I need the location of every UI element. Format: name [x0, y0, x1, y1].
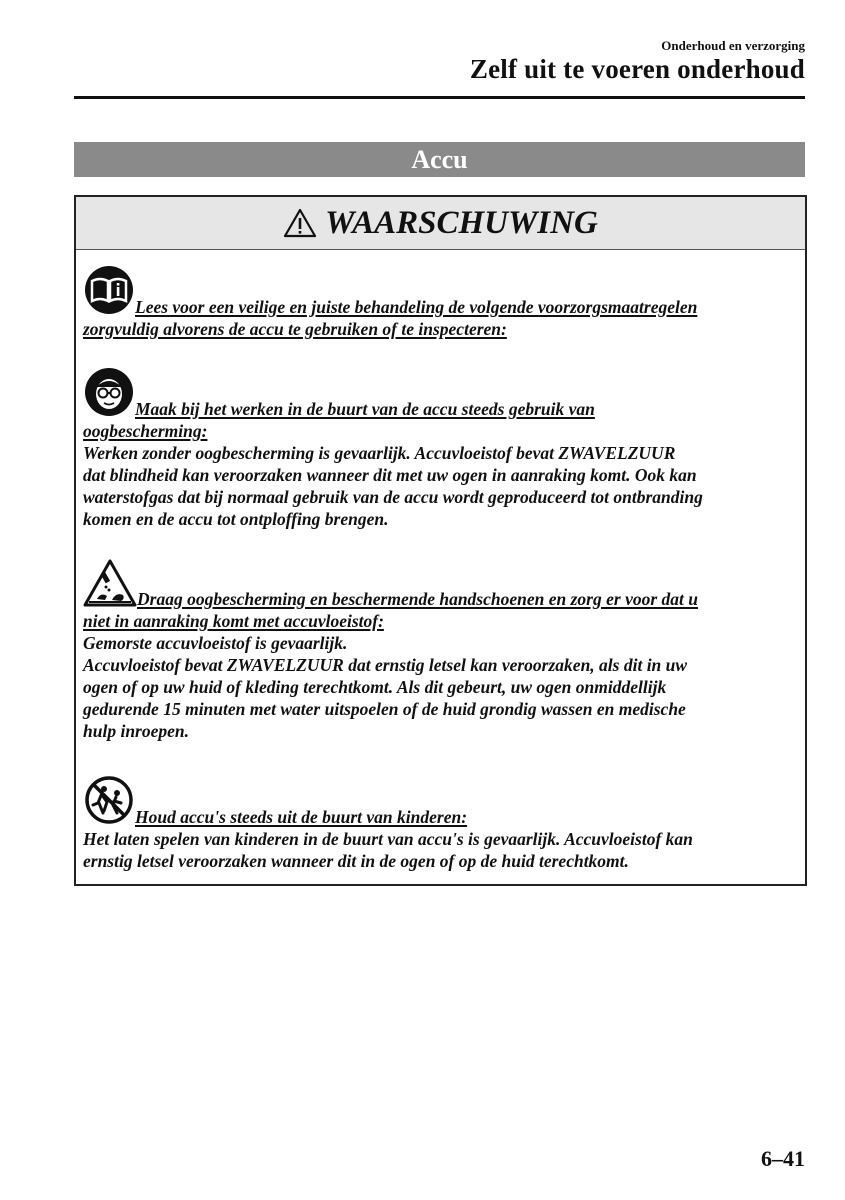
read-manual-icon — [83, 265, 135, 315]
item-heading-line: niet in aanraking komt met accuvloeistof: — [83, 611, 384, 631]
item-heading-line: Lees voor een veilige en juiste behandeling de volgende voorzorgsmaatregelen — [135, 297, 698, 317]
item-body-line: komen en de accu tot ontploffing brengen. — [83, 509, 389, 529]
item-heading-line: oogbescherming: — [83, 421, 208, 441]
eye-protection-icon — [83, 367, 135, 417]
section-label: Onderhoud en verzorging — [661, 38, 805, 53]
item-body-line: hulp inroepen. — [83, 721, 189, 741]
item-heading-line: Houd accu's steeds uit de buurt van kinderen: — [135, 807, 468, 827]
item-body-line: Het laten spelen van kinderen in de buurt van accu's is gevaarlijk. Accuvloeistof kan — [83, 829, 693, 849]
item-body-line: ernstig letsel veroorzaken wanneer dit in de ogen of op de huid terechtkomt. — [83, 851, 629, 871]
keep-away-from-children-icon — [83, 775, 135, 825]
warning-item — [83, 559, 795, 742]
section-heading: Accu — [74, 142, 805, 177]
warning-title: WAARSCHUWING — [325, 204, 598, 241]
header-divider — [74, 96, 805, 99]
page-number: 6–41 — [761, 1146, 805, 1171]
item-body-line: Gemorste accuvloeistof is gevaarlijk. — [83, 633, 348, 653]
warning-triangle-icon — [283, 208, 317, 238]
item-body-line: Werken zonder oogbescherming is gevaarlijk. Accuvloeistof bevat ZWAVELZUUR — [83, 443, 676, 463]
item-heading-line: Draag oogbescherming en beschermende handschoenen en zorg er voor dat u — [137, 589, 698, 609]
warning-item — [83, 265, 795, 340]
warning-item — [83, 367, 795, 530]
item-body-line: waterstofgas dat bij normaal gebruik van de accu wordt geproduceerd tot ontbranding — [83, 487, 703, 507]
item-heading-line: Maak bij het werken in de buurt van de accu steeds gebruik van — [135, 399, 595, 419]
item-body-line: ogen of op uw huid of kleding terechtkomt. Als dit gebeurt, uw ogen onmiddellijk — [83, 677, 667, 697]
item-heading-line: zorgvuldig alvorens de accu te gebruiken of te inspecteren: — [83, 319, 507, 339]
warning-header — [76, 197, 805, 250]
item-body-line: dat blindheid kan veroorzaken wanneer dit met uw ogen in aanraking komt. Ook kan — [83, 465, 697, 485]
item-body-line: gedurende 15 minuten met water uitspoelen of de huid grondig wassen en medische — [83, 699, 686, 719]
corrosive-icon — [83, 559, 137, 607]
warning-box — [74, 195, 807, 886]
page-title: Zelf uit te voeren onderhoud — [469, 54, 805, 84]
item-body-line: Accuvloeistof bevat ZWAVELZUUR dat ernstig letsel kan veroorzaken, als dit in uw — [83, 655, 688, 675]
warning-item — [83, 775, 795, 872]
